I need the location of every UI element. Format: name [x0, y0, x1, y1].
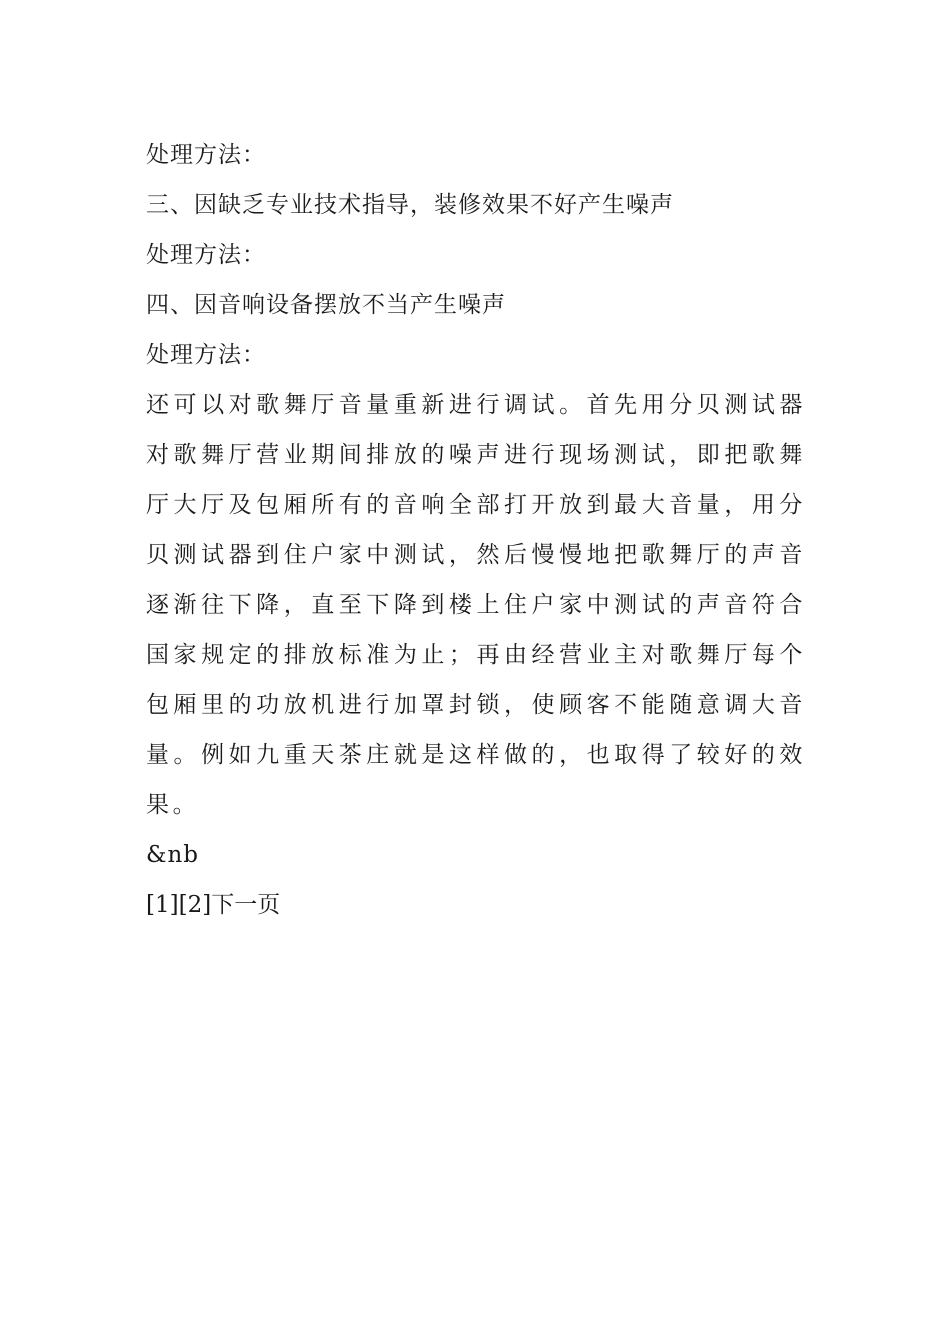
entity-fragment: &nb: [146, 842, 200, 868]
document-body: [146, 130, 806, 930]
pagination: [146, 880, 806, 930]
body-paragraph: 还可以对歌舞厅音量重新进行调试。首先用分贝测试器对歌舞厅营业期间排放的噪声进行现场测试，即把歌舞厅大厅及包厢所有的音响全部打开放到最大音量，用分贝测试器到住户家中测试，然后慢慢地把歌舞厅的声音逐渐往下降，直至下降到楼上住户家中测试的声音符合国家规定的排放标准为止；再由经营业主对歌舞厅每个包厢里的功放机进行加罩封锁，使顾客不能随意调大音量。例如九重天茶庄就是这样做的，也取得了较好的效果。: [146, 392, 806, 818]
page-link-2[interactable]: [2]: [178, 892, 212, 918]
method-heading-3: 处理方法：: [146, 342, 266, 368]
section-heading-3: 三、因缺乏专业技术指导，装修效果不好产生噪声: [146, 192, 674, 218]
method-heading-2: 处理方法：: [146, 242, 266, 268]
section-heading-4: 四、因音响设备摆放不当产生噪声: [146, 292, 506, 318]
method-heading-1: 处理方法：: [146, 142, 266, 168]
next-page-link[interactable]: 下一页: [211, 892, 281, 918]
page-link-1[interactable]: [1]: [146, 892, 179, 918]
